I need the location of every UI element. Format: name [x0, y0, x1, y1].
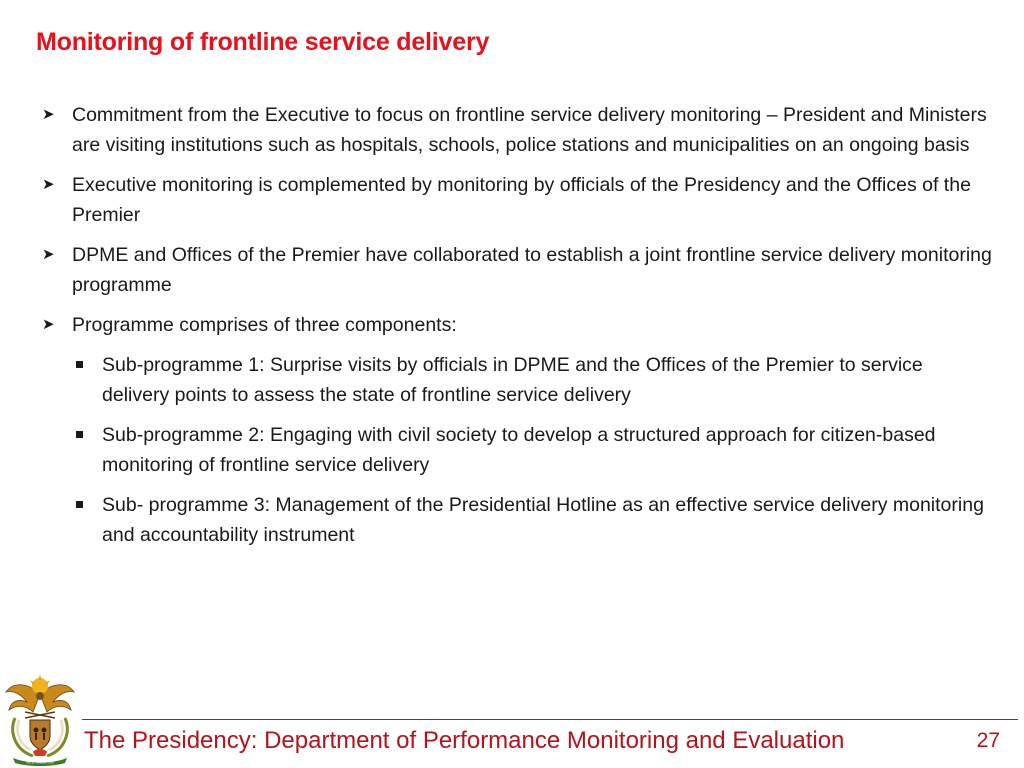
slide-title: Monitoring of frontline service delivery: [36, 28, 490, 56]
svg-text:!KE E: /XARRA //KE: !KE E: /XARRA //KE: [26, 760, 54, 765]
sub-bullet-item: [74, 490, 992, 550]
arrowhead-bullet-icon: ➤: [42, 176, 55, 193]
sub-bullet-item: [74, 420, 992, 480]
bullet-item: [42, 310, 992, 340]
bullet-item: [42, 100, 992, 160]
bullet-list: [42, 100, 992, 560]
arrowhead-bullet-icon: ➤: [42, 246, 55, 263]
bullet-text: Executive monitoring is complemented by monitoring by officials of the Presidency and the Offices of the Premier: [72, 174, 971, 226]
footer-department-name: The Presidency: Department of Performance Monitoring and Evaluation: [84, 727, 845, 754]
arrowhead-bullet-icon: ➤: [42, 316, 55, 333]
square-bullet-icon: [76, 361, 83, 368]
bullet-item: [42, 240, 992, 300]
bullet-item: [42, 170, 992, 230]
square-bullet-icon: [76, 431, 83, 438]
sub-bullet-text: Sub-programme 1: Surprise visits by officials in DPME and the Offices of the Premier to service delivery points to assess the state of frontline service delivery: [102, 354, 923, 406]
coat-of-arms-logo: [3, 672, 77, 766]
bullet-text: Programme comprises of three components:: [72, 314, 457, 336]
page-number: 27: [976, 729, 1000, 752]
sub-bullet-text: Sub-programme 2: Engaging with civil society to develop a structured approach for citizen-based monitoring of frontline service delivery: [102, 424, 936, 476]
bullet-text: DPME and Offices of the Premier have collaborated to establish a joint frontline service delivery monitoring programme: [72, 244, 992, 296]
footer-divider: [82, 719, 1018, 720]
square-bullet-icon: [76, 501, 83, 508]
arrowhead-bullet-icon: ➤: [42, 106, 55, 123]
bullet-text: Commitment from the Executive to focus on frontline service delivery monitoring – President and Ministers are visiting institutions such as hospitals, schools, police stations and municipalities on an ongoing basis: [72, 104, 987, 156]
sub-bullet-text: Sub- programme 3: Management of the Presidential Hotline as an effective service delivery monitoring and accountability instrument: [102, 494, 984, 546]
sub-bullet-item: [74, 350, 992, 410]
